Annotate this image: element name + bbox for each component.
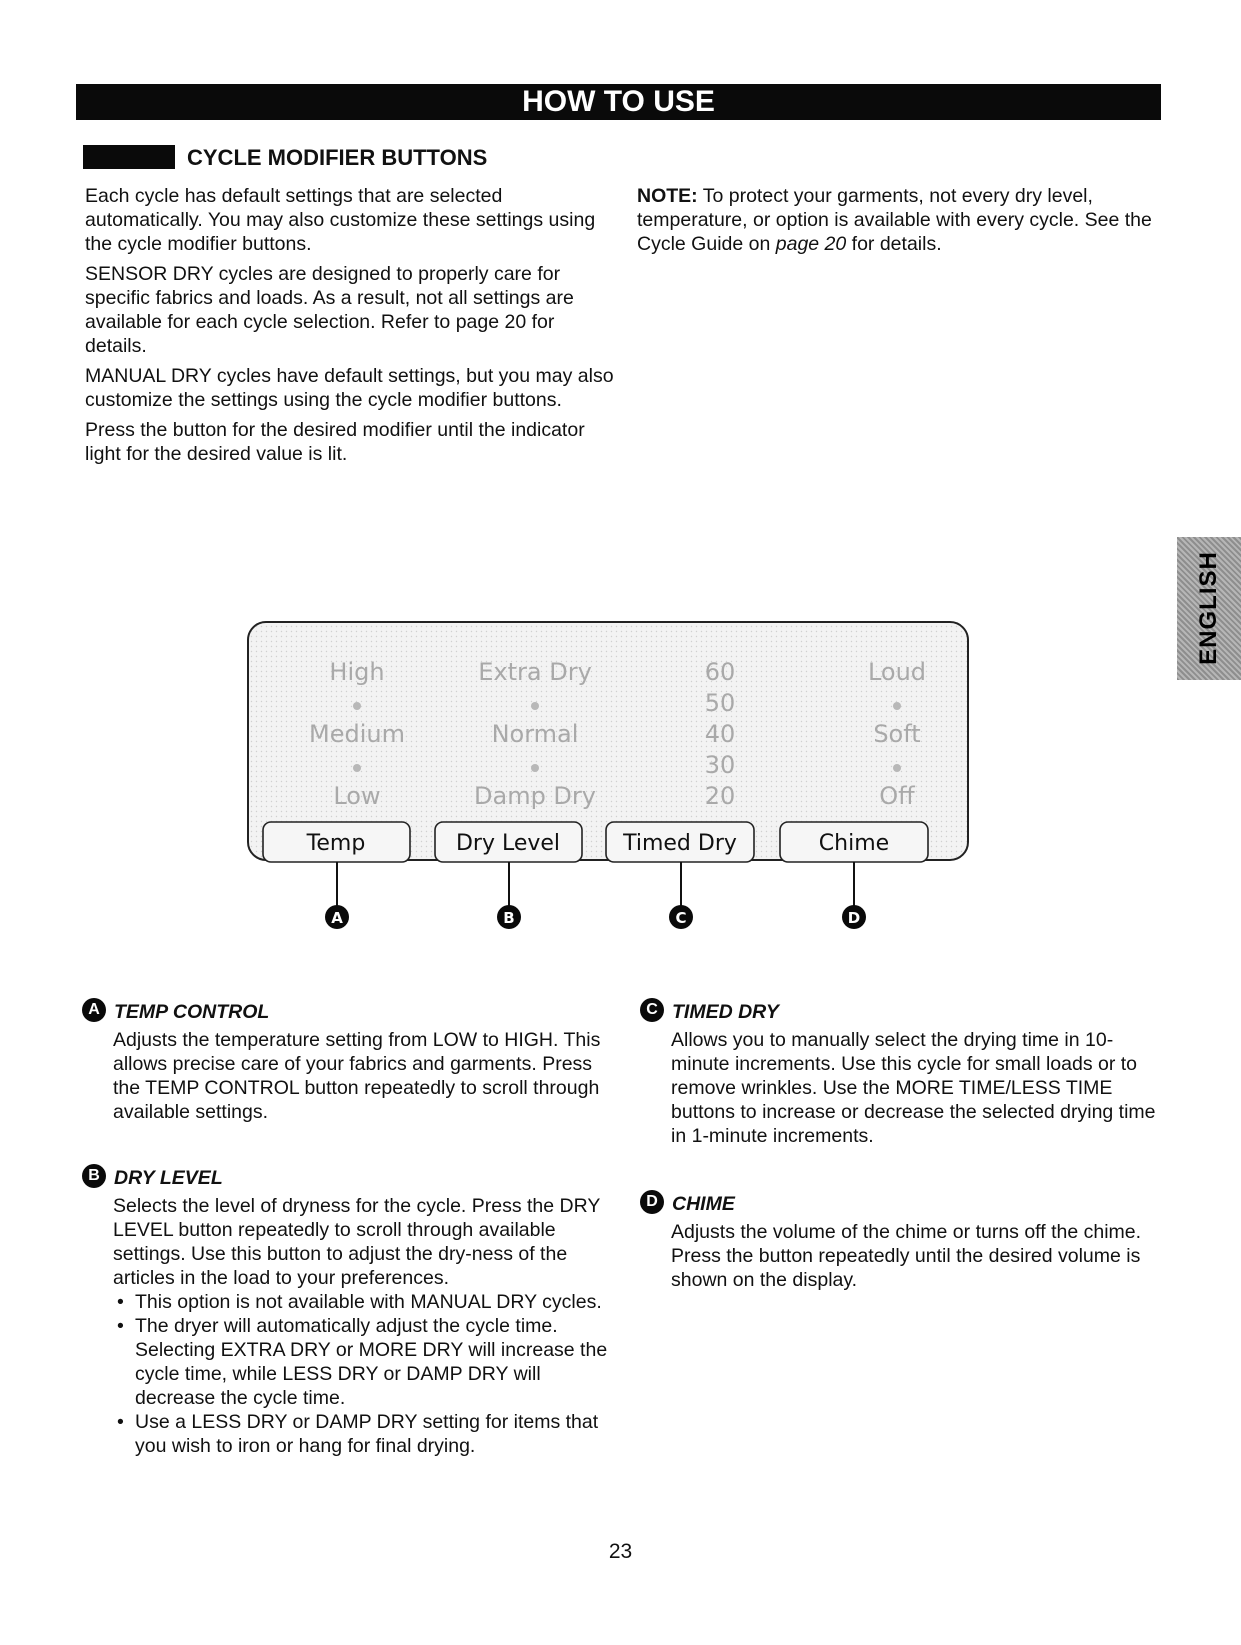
temp-button[interactable] — [263, 822, 410, 862]
dry-level-button-label: Dry Level — [455, 831, 561, 856]
description-body — [113, 1028, 622, 1124]
description-title: TEMP CONTROL — [114, 1001, 270, 1023]
callout-label-c: C — [675, 909, 687, 927]
chime-level-label: Off — [879, 782, 915, 810]
description-text: Selects the level of dryness for the cycle. Press the DRY LEVEL button repeatedly to scroll through available settings. Use this button to adjust the dry-ness of the articles in the load to your preferences. — [113, 1195, 601, 1289]
description-body — [671, 1220, 1160, 1292]
dry-level-indicator-light — [531, 702, 539, 710]
temp-button-label: Temp — [306, 831, 366, 856]
intro-paragraph: MANUAL DRY cycles have default settings, but you may also customize the settings using the cycle modifier buttons. — [85, 365, 614, 411]
intro-column — [85, 184, 615, 472]
chime-indicator-light — [893, 702, 901, 710]
note-text-after: for details. — [846, 233, 942, 255]
timed-dry-button-label: Timed Dry — [623, 831, 737, 856]
description-title: DRY LEVEL — [114, 1167, 223, 1189]
bullet-item: • This option is not available with MANUAL DRY cycles. — [113, 1290, 622, 1314]
note-page-link: page 20 — [775, 233, 847, 255]
timed-dry-level-label: 50 — [704, 689, 736, 717]
description-title: CHIME — [672, 1193, 735, 1215]
bullet-list — [113, 1290, 622, 1458]
section-title: CYCLE MODIFIER BUTTONS — [187, 145, 488, 170]
language-tab — [1177, 537, 1241, 680]
description-heading — [82, 1164, 622, 1194]
description-title: TIMED DRY — [672, 1001, 779, 1023]
bullet-item: • The dryer will automatically adjust the cycle time. Selecting EXTRA DRY or MORE DRY will increase the cycle time, while LESS DRY or DAMP DRY will decrease the cycle time. — [113, 1314, 622, 1410]
header-title: HOW TO USE — [522, 85, 715, 118]
timed-dry-level-label: 60 — [704, 658, 736, 686]
bullet-item: • Use a LESS DRY or DAMP DRY setting for items that you wish to iron or hang for final drying. — [113, 1410, 622, 1458]
dry-level-label: Normal — [491, 720, 579, 748]
page-number: 23 — [608, 1540, 633, 1563]
description-heading — [82, 998, 622, 1028]
timed-dry-level-label: 40 — [704, 720, 736, 748]
description-heading — [640, 998, 1160, 1028]
note-paragraph — [637, 184, 1157, 256]
dry-level-description — [82, 1164, 622, 1458]
dry-level-label: Damp Dry — [474, 782, 596, 810]
description-text: Allows you to manually select the drying time in 10-minute increments. Use this cycle for small loads or to remove wrinkles. Use the MORE TIME/LESS TIME buttons to increase or decrease the selected drying time in 1-minute increments. — [671, 1029, 1156, 1147]
dry-level-button[interactable] — [435, 822, 582, 862]
description-body — [113, 1194, 622, 1458]
badge-c: C — [640, 998, 664, 1022]
dry-level-label: Extra Dry — [478, 658, 592, 686]
chime-button-label: Chime — [818, 831, 890, 856]
timed-dry-level-label: 20 — [704, 782, 736, 810]
note-label: NOTE: — [637, 185, 698, 207]
note-column — [637, 184, 1157, 262]
timed-dry-level-label: 30 — [704, 751, 736, 779]
section-marker — [83, 145, 175, 169]
callout-label-a: A — [331, 909, 343, 927]
timed-dry-description — [640, 998, 1160, 1148]
control-panel-diagram — [240, 600, 1000, 930]
temp-indicator-light — [353, 702, 361, 710]
chime-indicator-light — [893, 764, 901, 772]
timed-dry-button[interactable] — [606, 822, 754, 862]
chime-level-label: Loud — [867, 658, 927, 686]
header-bar — [76, 84, 1161, 120]
chime-level-label: Soft — [873, 720, 921, 748]
badge-d: D — [640, 1190, 664, 1214]
chime-button[interactable] — [780, 822, 928, 862]
callout-label-b: B — [503, 909, 515, 927]
callout-label-d: D — [847, 909, 861, 927]
description-heading — [640, 1190, 1160, 1220]
language-tab-label: ENGLISH — [1195, 551, 1222, 665]
badge-b: B — [82, 1164, 106, 1188]
temp-indicator-light — [353, 764, 361, 772]
intro-paragraph: Each cycle has default settings that are selected automatically. You may also customize these settings using the cycle modifier buttons. — [85, 185, 596, 255]
note-text-before: To protect your garments, not every dry level, temperature, or option is available with every cycle. See the Cycle Guide on — [637, 185, 1152, 255]
temp-control-description — [82, 998, 622, 1124]
description-body — [671, 1028, 1160, 1148]
description-text: Adjusts the volume of the chime or turns off the chime. Press the button repeatedly until the desired volume is shown on the display. — [671, 1221, 1142, 1291]
dry-level-indicator-light — [531, 764, 539, 772]
temp-level-label: Low — [333, 782, 381, 810]
badge-a: A — [82, 998, 106, 1022]
intro-paragraph: Press the button for the desired modifier until the indicator light for the desired value is lit. — [85, 419, 585, 465]
chime-description — [640, 1190, 1160, 1292]
temp-level-label: Medium — [309, 720, 405, 748]
temp-level-label: High — [329, 658, 385, 686]
description-text: Adjusts the temperature setting from LOW to HIGH. This allows precise care of your fabrics and garments. Press the TEMP CONTROL button repeatedly to scroll through available settings. — [113, 1029, 601, 1123]
intro-paragraph: SENSOR DRY cycles are designed to properly care for specific fabrics and loads. As a result, not all settings are available for each cycle selection. Refer to page 20 for details. — [85, 263, 574, 357]
